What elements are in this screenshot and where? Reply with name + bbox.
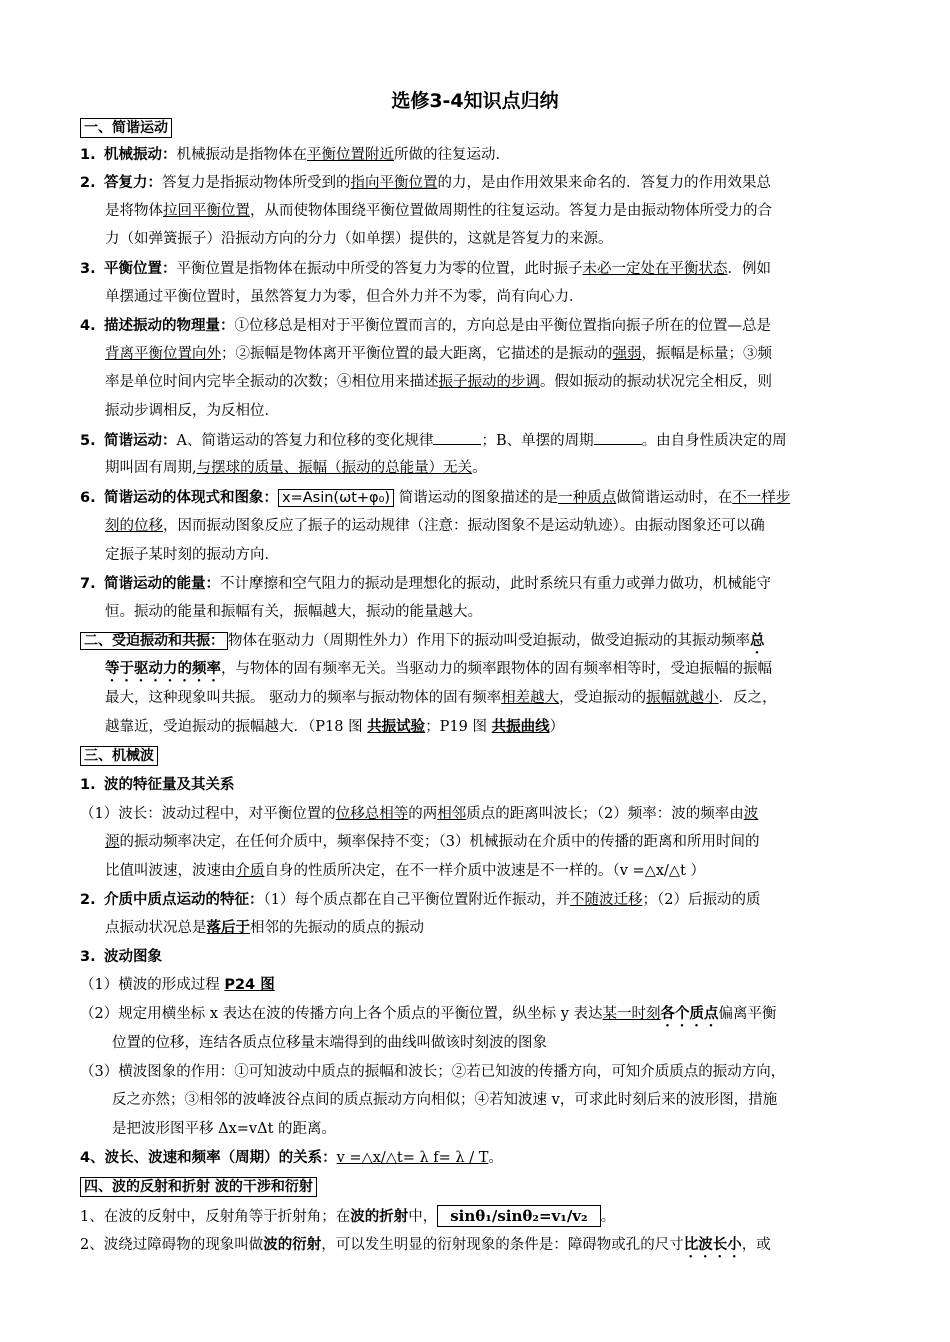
item-3-line-2: 单摆通过平衡位置时，虽然答复力为零，但合外力并不为零，尚有向心力．: [105, 289, 584, 305]
wave-para-1-line-2: 源的振动频率决定，在任何介质中，频率保持不变；（3）机械振动在介质中的传播的距离和所用时间的: [105, 834, 760, 850]
reflection-line-1: 1、在波的反射中，反射角等于折射角；在波的折射中， sinθ₁/sinθ₂=v₁/v₂ 。: [80, 1207, 616, 1225]
formula-box: x=Asin(ωt+φ₀): [278, 489, 394, 507]
item-5: 5. 简谐运动：A、简谐运动的答复力和位移的变化规律 ；B、单摆的周期 。由自身性质决定的周: [80, 430, 787, 451]
wave-para-3-3-line-2: 反之亦然；③相邻的波峰波谷点间的质点振动方向相似；④若知波速 v，可求此时刻后来的波形图，措施: [112, 1092, 778, 1108]
item-6-line-3: 定振子某时刻的振动方向．: [105, 547, 279, 563]
wave-heading-1: 1. 波的特征量及其关系: [80, 777, 235, 793]
page-title: 选修3-4知识点归纳: [391, 90, 559, 112]
wave-heading-3: 3. 波动图象: [80, 949, 162, 965]
section-heading-simple-harmonic: 一、简谐运动: [80, 118, 172, 138]
refraction-formula: sinθ₁/sinθ₂=v₁/v₂: [437, 1205, 600, 1227]
item-4: 4. 描述振动的物理量：①位移总是相对于平衡位置而言的，方向总是由平衡位置指向振子所在的位置—总是: [80, 318, 771, 334]
item-7-line-2: 恒。振动的能量和振幅有关，振幅越大，振动的能量越大。: [105, 604, 482, 620]
forced-vibration-para: 二、受迫振动和共振： 物体在驱动力（周期性外力）作用下的振动叫受迫振动，做受迫振动的其振动频率总: [80, 631, 765, 657]
wave-heading-4: 4、波长、波速和频率（周期）的关系：v =△x/△t= λ f= λ / T。: [80, 1150, 503, 1166]
forced-line-4: 越靠近，受迫振动的振幅越大．（P18 图 共振试验；P19 图 共振曲线）: [105, 719, 565, 735]
wave-heading-2: 2. 介质中质点运动的特征：（1）每个质点都在自己平衡位置附近作振动，并不随波迁移；（2）后振动的质: [80, 892, 761, 908]
section-heading-reflection: 四、波的反射和折射 波的干涉和衍射: [80, 1177, 317, 1197]
item-2: 2. 答复力：答复力是指振动物体所受到的指向平衡位置的力，是由作用效果来命名的．答复力的作用效果总: [80, 175, 771, 191]
reflection-line-2: 2、波绕过障碍物的现象叫做波的衍射，可以发生明显的衍射现象的条件是：障碍物或孔的尺寸比波长小，或: [80, 1237, 771, 1253]
item-6-line-2: 刻的位移，因而振动图象反应了振子的运动规律（注意：振动图象不是运动轨迹）。由振动图象还可以确: [105, 518, 765, 534]
item-2-line-2: 是将物体拉回平衡位置，从而使物体围绕平衡位置做周期性的往复运动。答复力是由振动物体所受力的合: [105, 203, 772, 219]
wave-para-3-2: （2）规定用横坐标 x 表达在波的传播方向上各个质点的平衡位置，纵坐标 y 表达某一时刻各个质点偏离平衡: [80, 1006, 777, 1022]
section-heading-mechanical-wave: 三、机械波: [80, 746, 158, 766]
item-4-line-4: 振动步调相反，为反相位．: [105, 403, 279, 419]
wave-para-2-line-2: 点振动状况总是落后于相邻的先振动的质点的振动: [105, 920, 424, 936]
wave-para-1-line-3: 比值叫波速，波速由介质自身的性质所决定，在不一样介质中波速是不一样的。（v =△x/△t ）: [105, 863, 705, 879]
item-2-line-3: 力（如弹簧振子）沿振动方向的分力（如单摆）提供的，这就是答复力的来源。: [105, 231, 613, 247]
item-6: 6. 简谐运动的体现式和图象： x=Asin(ωt+φ₀) 简谐运动的图象描述的是一种质点做简谐运动时，在不一样步: [80, 490, 791, 506]
forced-line-2: 等于驱动力的频率，与物体的固有频率无关。当驱动力的频率跟物体的固有频率相等时，受迫振幅的振幅: [105, 661, 772, 677]
wave-para-1: （1）波长：波动过程中，对平衡位置的位移总相等的两相邻质点的距离叫波长；（2）频率：波的频率由波: [80, 806, 759, 822]
blank-2: [594, 430, 642, 445]
item-4-line-2: 背离平衡位置向外；②振幅是物体离开平衡位置的最大距离，它描述的是振动的强弱，振幅是标量；③频: [105, 346, 772, 362]
item-4-line-3: 率是单位时间内完毕全振动的次数；④相位用来描述振子振动的步调。假如振动的振动状况完全相反，则: [105, 374, 772, 390]
wave-para-3-1: （1）横波的形成过程 P24 图: [80, 977, 275, 993]
item-7: 7. 简谐运动的能量：不计摩擦和空气阻力的振动是理想化的振动，此时系统只有重力或弹力做功，机械能守: [80, 576, 771, 592]
item-1: 1. 机械振动：机械振动是指物体在平衡位置附近所做的往复运动．: [80, 147, 510, 163]
item-5-line-2: 期叫固有周期,与摆球的质量、振幅（振动的总能量）无关。: [105, 460, 487, 476]
blank-1: [433, 430, 481, 445]
wave-para-3-3: （3）横波图象的作用：①可知波动中质点的振幅和波长；②若已知波的传播方向，可知介质质点的振动方向，: [80, 1064, 786, 1080]
wave-para-3-2-line-2: 位置的位移，连结各质点位移量末端得到的曲线叫做该时刻波的图象: [112, 1035, 547, 1051]
forced-line-3: 最大，这种现象叫共振。 驱动力的频率与振动物体的固有频率相差越大，受迫振动的振幅就越小．反之，: [105, 690, 777, 706]
item-3: 3. 平衡位置：平衡位置是指物体在振动中所受的答复力为零的位置，此时振子未必一定处在平衡状态．例如: [80, 261, 771, 277]
wave-para-3-3-line-3: 是把波形图平移 Δx=vΔt 的距离。: [112, 1121, 337, 1137]
section-heading-forced: 二、受迫振动和共振：: [80, 632, 228, 650]
